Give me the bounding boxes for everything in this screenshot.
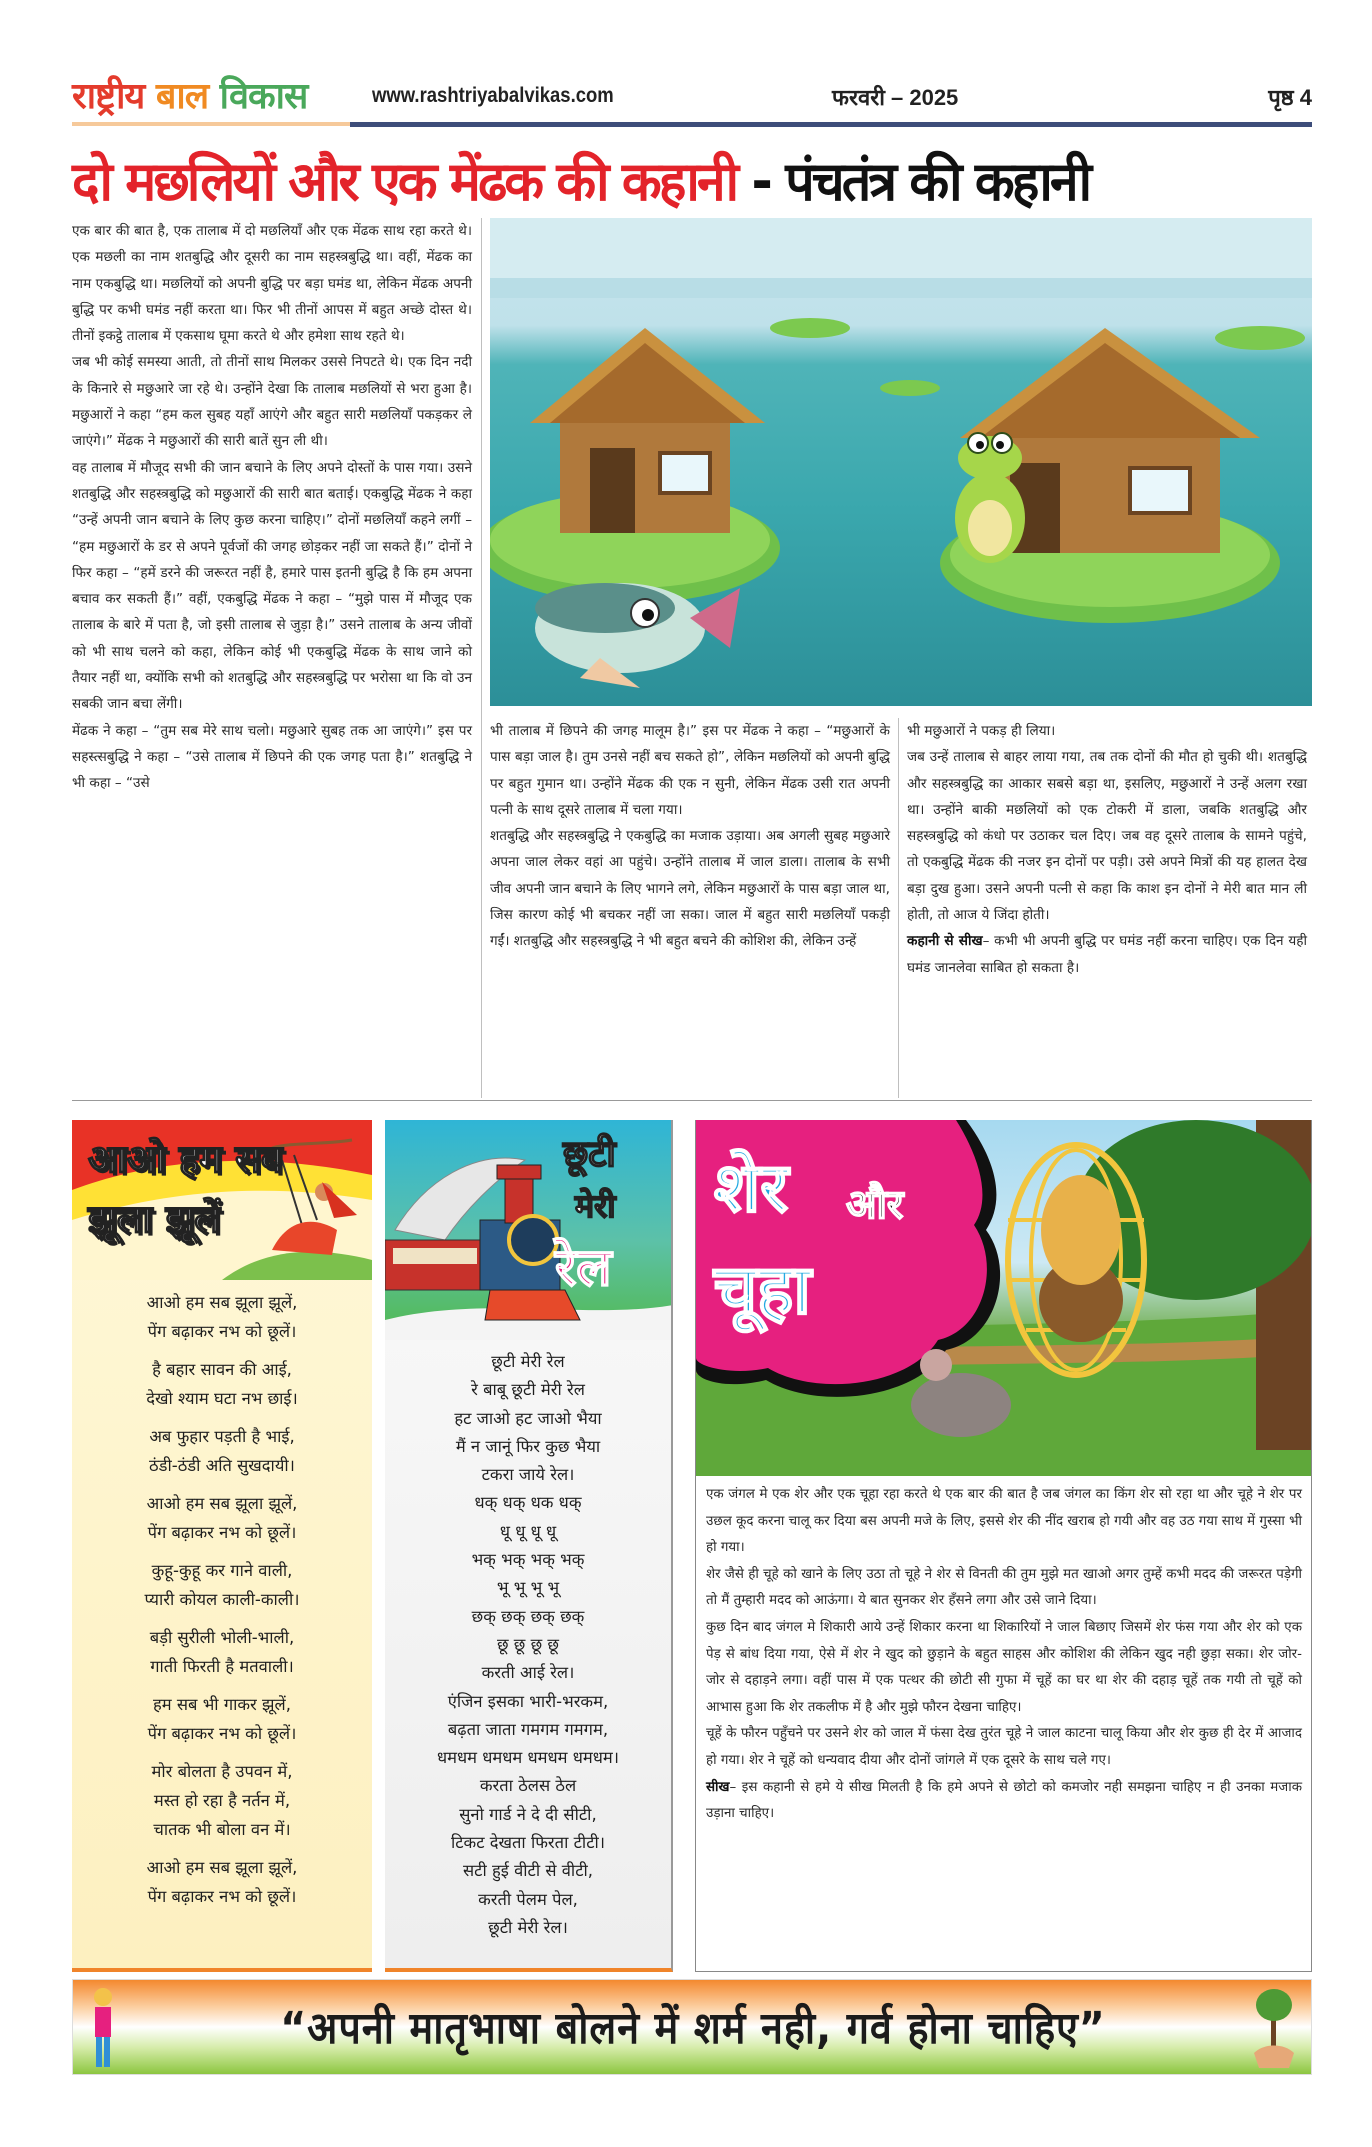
lion-mouse-story — [695, 1120, 1312, 1972]
story1-paragraph: भी मछुआरों ने पकड़ ही लिया। — [907, 723, 1056, 739]
poem-line: धमधम धमधम धमधम धमधम। — [436, 1748, 620, 1768]
poem-stanza — [72, 1422, 372, 1480]
fish-character — [535, 583, 740, 688]
story2-moral-text: – इस कहानी से हमे ये सीख मिलती है कि हमे अपने से छोटो को कमजोर नही समझना चाहिए न ही उनका मजाक उड़ाना चाहिए। — [706, 1779, 1302, 1822]
poem-stanza — [72, 1853, 372, 1911]
poem-line: आओ हम सब झूला झूलें, — [146, 1494, 298, 1513]
story1-paragraph: वह तालाब में मौजूद सभी की जान बचाने के लिए अपने दोस्तों के पास गया। उसने शतबुद्धि और सहस्त्रबुद्धि को मछुआरों की सारी बात बताई। एकबुद्धि मेंढक ने कहा “उन्हें अपनी जान बचाने के लिए कुछ करना चाहिए।” दोनों मछलियाँ कहने लगीं – “हम मछुआरों के डर से अपने पूर्वजों की जगह छोड़कर नहीं जा सकते हैं।” दोनों ने फिर कहा – “हमें डरने की जरूरत नहीं है, हमारे पास इतनी बुद्धि है कि हम अपना बचाव कर सकती हैं।” वहीं, एकबुद्धि मेंढक ने कहा – “मुझे पास में मौजूद एक तालाब के बारे में पता है, जो इसी तालाब से जुड़ा है।” उसने तालाब के अन्य जीवों को भी साथ चलने को कहा, लेकिन कोई भी एकबुद्धि मेंढक के साथ जाने को तैयार नहीं था, क्योंकि सभी को शतबुद्धि और सहस्त्रबुद्धि पर भरोसा था कि वो उन सबकी जान बचा लेंगी। — [72, 459, 472, 713]
poem-line: सुनो गार्ड ने दे दी सीटी, — [459, 1804, 597, 1824]
page-headline — [72, 142, 1262, 214]
story1-paragraph: मेंढक ने कहा – “तुम सब मेरे साथ चलो। मछुआरे सुबह तक आ जाएंगे।” इस पर सहस्त्सबुद्धि ने कहा – “उसे तालाब में छिपने की एक जगह पता है।” शतबुद्धि ने भी कहा – “उसे — [72, 722, 472, 792]
poem-line: मोर बोलता है उपवन में, — [151, 1762, 293, 1781]
lion-mouse-illustration — [696, 1120, 1311, 1476]
poem-jhoola-card — [72, 1120, 372, 1972]
website-link[interactable]: www.rashtriyabalvikas.com — [372, 84, 614, 107]
pond-scene-graphic — [490, 218, 1312, 706]
headline-separator: - — [736, 150, 786, 213]
child-figure-icon — [83, 1983, 123, 2073]
poem-line: टकरा जाये रेल। — [481, 1465, 575, 1485]
poem-line: सटी हुई वीटी से वीटी, — [462, 1861, 594, 1881]
poem-line: करती पेलम पेल, — [478, 1889, 578, 1909]
story2-moral — [706, 1775, 1302, 1828]
poem-line: बड़ी सुरीली भोली-भाली, — [149, 1628, 295, 1647]
masthead-divider — [350, 122, 1312, 127]
poem-stanza — [72, 1288, 372, 1346]
poem-rail-banner — [385, 1120, 673, 1340]
story2-paragraph: एक जंगल मे एक शेर और एक चूहा रहा करते थे एक बार की बात है जब जंगल का किंग शेर सो रहा था और चूहे ने शेर पर उछल कूद करना चालू कर दिया बस अपनी मजे के लिए, इससे शेर की नींद खराब हो गयी और वह उठ गया साथ में गुस्सा भी हो गया। — [706, 1487, 1302, 1556]
poem-jhoola-verses — [72, 1280, 372, 1911]
story2-title-and: और — [846, 1182, 904, 1228]
headline-main: दो मछलियों और एक मेंढक की कहानी — [72, 150, 737, 213]
poem-line: रे बाबू छूटी मेरी रेल — [471, 1380, 585, 1400]
story1-paragraph: एक बार की बात है, एक तालाब में दो मछलियाँ और एक मेंढक साथ रहा करते थे। एक मछली का नाम शतबुद्धि और दूसरी का नाम सहस्त्रबुद्धि था। वहीं, मेंढक का नाम एकबुद्धि था। मछलियों को अपनी बुद्धि पर बड़ा घमंड था, लेकिन मेंढक अपनी बुद्धि पर कभी घमंड नहीं करता था। फिर भी तीनों आपस में बहुत अच्छे दोस्त थे। तीनों इकट्ठे तालाब में एकसाथ घूमा करते थे और हमेशा साथ रहते थे। — [72, 223, 472, 345]
poem-line: धू धू धू धू — [499, 1521, 557, 1541]
ponds-huts-illustration — [490, 218, 1312, 706]
poem-line: आओ हम सब झूला झूलें, — [146, 1293, 298, 1312]
poem-line: पेंग बढ़ाकर नभ को छूलें। — [147, 1887, 297, 1906]
issue-date: फरवरी – 2025 — [832, 85, 959, 110]
poem-line: छूटी मेरी रेल — [491, 1352, 565, 1371]
column-divider — [898, 718, 899, 1098]
masthead — [72, 70, 1312, 130]
poem-line: बढ़ता जाता गमगम गमगम, — [447, 1719, 609, 1739]
poem-line: भू भू भू भू — [496, 1578, 560, 1598]
poem-stanza — [72, 1757, 372, 1844]
poem-line: हम सब भी गाकर झूलें, — [153, 1695, 291, 1714]
poem-stanza — [72, 1556, 372, 1614]
poem-rail-card — [385, 1120, 673, 1972]
story2-paragraph: शेर जैसे ही चूहे को खाने के लिए उठा तो चूहे ने शेर से विनती की तुम मुझे मत खाओ अगर तुम्हें कभी मदद की जरूरत पड़ेगी तो मैं तुम्हारी मदद को आऊंगा। ये बात सुनकर शेर हँसने लगा और उसे जाने दिया। — [706, 1566, 1302, 1609]
mouse-character — [911, 1373, 1011, 1437]
poem-line: पेंग बढ़ाकर नभ को छूलें। — [147, 1322, 297, 1341]
story1-column-3 — [907, 718, 1307, 981]
poem-line: करती आई रेल। — [481, 1663, 575, 1683]
poem-line: छक् छक् छक् छक् — [471, 1606, 585, 1626]
hut-left — [530, 328, 765, 533]
poem-rail-title-line2: मेरी — [575, 1187, 616, 1225]
poem-line: करता ठेलस ठेल — [479, 1776, 577, 1796]
poem-line: गाती फिरती है मतवाली। — [150, 1657, 294, 1676]
publication-logo — [72, 70, 307, 119]
steam-train-illustration — [385, 1120, 673, 1340]
poem-line: ठंडी-ठंडी अति सुखदायी। — [149, 1456, 295, 1475]
poem-line: छूटी मेरी रेल। — [488, 1917, 568, 1937]
frog-character — [955, 433, 1025, 563]
poem-rail-title-line3: रेल — [555, 1238, 612, 1298]
poem-rail-title-line1: छूटी — [563, 1134, 616, 1175]
story1-moral — [907, 928, 1307, 981]
story2-title-line1: शेर — [714, 1149, 789, 1228]
poem-jhoola-title-line2: झूला झूलें — [88, 1197, 221, 1241]
story1-paragraph: भी तालाब में छिपने की जगह मालूम है।” इस पर मेंढक ने कहा – “मछुआरों के पास बड़ा जाल है। तुम उनसे नहीं बच सकते हो”, लेकिन मछलियों को अपनी बुद्धि पर बहुत गुमान था। उन्होंने मेंढक की एक न सुनी, लेकिन मेंढक उसी रात अपनी पत्नी के साथ दूसरे तालाब में चला गया। — [490, 723, 890, 818]
logo-word-bal: बाल — [155, 76, 209, 117]
logo-word-rashtriya: राष्ट्रीय — [72, 76, 145, 117]
poem-line: मैं न जानूं फिर कुछ भैया — [455, 1436, 601, 1456]
poem-line: धक् धक् धक धक् — [474, 1493, 582, 1513]
poem-jhoola-banner — [72, 1120, 372, 1280]
poem-line: पेंग बढ़ाकर नभ को छूलें। — [147, 1724, 297, 1743]
poem-line: हट जाओ हट जाओ भैया — [454, 1408, 602, 1428]
poem-line: भक् भक् भक् भक् — [471, 1550, 585, 1570]
poem-line: देखो श्याम घटा नभ छाई। — [146, 1389, 298, 1408]
poem-line: है बहार सावन की आई, — [152, 1360, 292, 1379]
poem-line: कुहू-कुहू कर गाने वाली, — [151, 1561, 293, 1580]
poem-line: पेंग बढ़ाकर नभ को छूलें। — [147, 1523, 297, 1542]
column-divider — [481, 218, 482, 1098]
story2-paragraph: चूहें के फौरन पहुँचने पर उसने शेर को जाल में फंसा देख तुरंत चूहे ने जाल काटना चालू किया और शेर कुछ ही देर में आजाद हो गया। शेर ने चूहें को धन्यवाद दीया और दोनों जांगले में एक दूसरे के साथ चले गए। — [706, 1726, 1302, 1768]
story1-paragraph: शतबुद्धि और सहस्त्रबुद्धि ने एकबुद्धि का मजाक उड़ाया। अब अगली सुबह मछुआरे अपना जाल लेकर वहां आ पहुंचे। उन्होंने तालाब में जाल डाला। तालाब के सभी जीव अपनी जान बचाने के लिए भागने लगे, लेकिन मछुआरों के पास बड़ा जाल था, जिस कारण कोई भी बचकर नहीं जा सका। जाल में बहुत सारी मछलियाँ पकड़ी गईं। शतबुद्धि और सहस्त्रबुद्धि ने भी बहुत बचने की कोशिश की, लेकिन उन्हें — [490, 828, 890, 950]
lion-mouse-text — [706, 1482, 1302, 1828]
poem-line: एंजिन इसका भारी-भरकम, — [447, 1691, 609, 1711]
story1-moral-label: कहानी से सीख — [907, 933, 983, 950]
story2-paragraph: कुछ दिन बाद जंगल मे शिकारी आये उन्हें शिकार करना था शिकारियों ने जाल बिछाए जिसमें शेर फंस गया और शेर को एक पेड़ से बांध दिया गया, ऐसे में शेर ने खुद को छुड़ाने के बहुत साहस और कोशिश की लेकिन खुद नही छुड़ा सका। शेर जोर-जोर से दहाड़ने लगा। वहीं पास में एक पत्थर की छोटी सी गुफा में चूहें का घर था शेर की दहाड़ चूहें तक गयी तो चूहें को आभास हुआ कि शेर तकलीफ में है और मुझे फौरन देखना चाहिए। — [706, 1619, 1302, 1715]
poem-line: प्यारी कोयल काली-काली। — [144, 1590, 300, 1609]
story1-paragraph: जब भी कोई समस्या आती, तो तीनों साथ मिलकर उससे निपटते थे। एक दिन नदी के किनारे से मछुआरे जा रहे थे। उन्होंने देखा कि तालाब मछलियों से भरा हुआ है। मछुआरों ने कहा “हम कल सुबह यहाँ आएंगे और बहुत सारी मछलियाँ पकड़कर ले जाएंगे।” मेंढक ने मछुआरों की सारी बातें सुन ली थी। — [72, 354, 472, 450]
headline-tag: पंचतंत्र की कहानी — [785, 150, 1090, 213]
poem-rail-verses — [385, 1340, 671, 1942]
mother-tongue-slogan-banner — [72, 1979, 1312, 2075]
poem-line: मस्त हो रहा है नर्तन में, — [153, 1791, 291, 1810]
logo-word-vikas: विकास — [219, 76, 308, 117]
logo-underline — [72, 122, 350, 126]
poem-stanza — [72, 1489, 372, 1547]
slogan-text: “अपनी मातृभाषा बोलने में शर्म नही, गर्व होना चाहिए” — [280, 2003, 1106, 2054]
story1-column-2 — [490, 718, 890, 955]
poem-jhoola-title-line1: आओ हम सब — [88, 1137, 283, 1181]
poem-stanza — [72, 1355, 372, 1413]
section-divider — [72, 1100, 1312, 1101]
poem-line: अब फुहार पड़ती है भाई, — [149, 1427, 295, 1446]
poem-stanza — [72, 1690, 372, 1748]
story2-moral-label: सीख — [706, 1779, 730, 1795]
story1-paragraph: जब उन्हें तालाब से बाहर लाया गया, तब तक दोनों की मौत हो चुकी थी। शतबुद्धि और सहस्त्रबुद्धि का आकार सबसे बड़ा था, इसलिए, मछुआरों ने उन्हें अलग रखा था। उन्होंने बाकी मछलियों को एक टोकरी में डाला, जबकि शतबुद्धि और सहस्त्रबुद्धि को कंधो पर उठाकर चल दिए। जब वह दूसरे तालाब के सामने पहुंचे, तो एकबुद्धि मेंढक की नजर इन दोनों पर पड़ी। उसे अपने मित्रों की यह हालत देख बड़ा दुख हुआ। उसने अपनी पत्नी से कहा कि काश इन दोनों ने मेरी बात मान ली होती, तो आज ये जिंदा होती। — [907, 749, 1307, 924]
poem-line: चातक भी बोला वन में। — [153, 1820, 291, 1839]
sapling-hands-icon — [1249, 1983, 1299, 2073]
story1-moral-text: – कभी भी अपनी बुद्धि पर घमंड नहीं करना चाहिए। एक दिन यही घमंड जानलेवा साबित हो सकता है। — [907, 933, 1307, 976]
poem-line: छू छू छू छू — [496, 1634, 559, 1654]
poem-stanza — [72, 1623, 372, 1681]
story1-column-1 — [72, 218, 472, 797]
page-number: पृष्ठ 4 — [1268, 85, 1312, 110]
poem-line: आओ हम सब झूला झूलें, — [146, 1858, 298, 1877]
story2-title-line2: चूहा — [714, 1251, 811, 1330]
poem-line: टिकट देखता फिरता टीटी। — [450, 1833, 606, 1853]
